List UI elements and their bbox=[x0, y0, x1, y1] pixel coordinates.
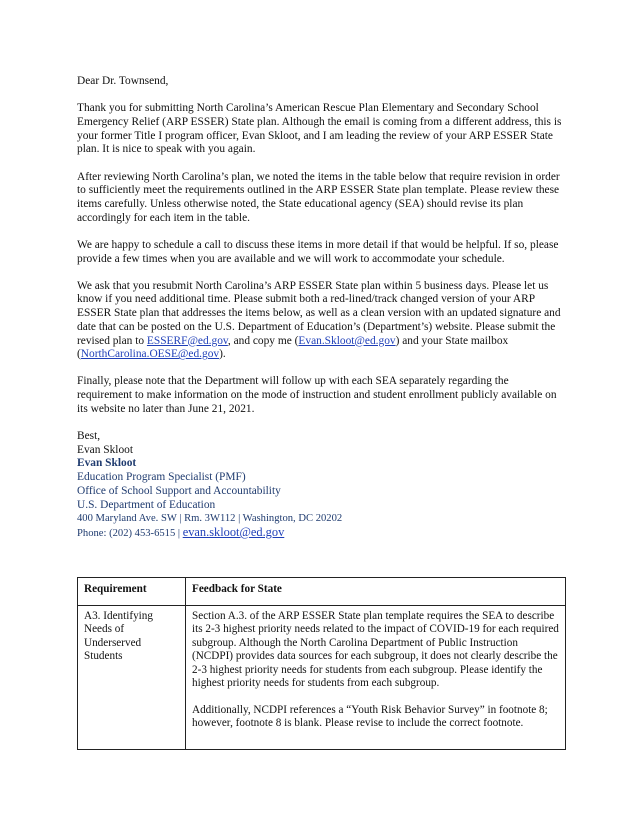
table-row bbox=[78, 606, 566, 750]
signature-title: Education Program Specialist (PMF) bbox=[77, 471, 246, 484]
resubmit-text-4: ). bbox=[219, 348, 226, 361]
signature-name: Evan Skloot bbox=[77, 457, 137, 470]
resubmit-text-2: , and copy me ( bbox=[227, 334, 299, 347]
header-requirement: Requirement bbox=[78, 578, 186, 606]
salutation: Dear Dr. Townsend, bbox=[77, 75, 169, 87]
signature-department: U.S. Department of Education bbox=[77, 498, 216, 511]
signer-name: Evan Skloot bbox=[77, 443, 134, 456]
signature-office: Office of School Support and Accountability bbox=[77, 484, 281, 497]
skloot-email-link[interactable]: Evan.Skloot@ed.gov bbox=[298, 334, 396, 347]
signature-address: 400 Maryland Ave. SW | Rm. 3W112 | Washington, DC 20202 bbox=[77, 513, 343, 525]
paragraph-schedule: We are happy to schedule a call to discuss these items in more detail if that would be helpful. If so, please provide a few times when you are available and we will work to accommodate your schedule. bbox=[77, 238, 559, 265]
state-mailbox-link[interactable]: NorthCarolina.OESE@ed.gov bbox=[80, 348, 220, 361]
esserf-email-link[interactable]: ESSERF@ed.gov bbox=[146, 334, 228, 347]
feedback-cell bbox=[186, 606, 566, 750]
resubmit-text-1: We ask that you resubmit North Carolina’s ARP ESSER State plan within 5 business days. Please let us know if you need additional time. Please submit both a red-lined/track changed version of your ARP ESSER State plan that addresses the items below, as well as a clean version with an updated signature and date that can be posted on the U.S. Department of Education’s (Department’s) website. Please submit the revised plan to bbox=[77, 279, 561, 347]
paragraph-intro: Thank you for submitting North Carolina’s American Rescue Plan Elementary and Secondary School Emergency Relief (ARP ESSER) State plan. Although the email is coming from a different address, this is your former Title I program officer, Evan Skloot, and I am leading the review of your ARP ESSER State plan. It is nice to speak with you again. bbox=[77, 102, 562, 156]
resubmit-text-3: ) and your State mailbox ( bbox=[77, 334, 509, 361]
signature-phone: Phone: (202) 453-6515 | bbox=[77, 527, 181, 539]
signature-email-link[interactable]: evan.skloot@ed.gov bbox=[182, 524, 285, 539]
closing: Best, bbox=[77, 430, 101, 443]
paragraph-followup: Finally, please note that the Department will follow up with each SEA separately regarding the requirement to make information on the mode of instruction and student enrollment publicly available on its website no later than June 21, 2021. bbox=[77, 375, 557, 415]
feedback-paragraph-1: Section A.3. of the ARP ESSER State plan template requires the SEA to describe its 2-3 highest priority needs related to the impact of COVID-19 for each required subgroup. Although the North Carolina Department of Public Instruction (NCDPI) provides data sources for each subgroup, it does not clearly describe the 2-3 highest priority needs for students from each subgroup. Please identify the highest priority needs for students from each subgroup. bbox=[192, 610, 559, 690]
table-header-row bbox=[78, 578, 566, 606]
paragraph-review: After reviewing North Carolina’s plan, we noted the items in the table below that require revision in order to sufficiently meet the requirements outlined in the ARP ESSER State plan template. Please review these items carefully. Unless otherwise noted, the State educational agency (SEA) should revise its plan accordingly for each item in the table. bbox=[77, 170, 560, 224]
letter-body bbox=[77, 75, 565, 541]
signature-contact bbox=[77, 526, 565, 541]
paragraph-resubmit bbox=[77, 280, 565, 362]
requirement-cell: A3. Identifying Needs of Underserved Students bbox=[78, 606, 186, 750]
feedback-table bbox=[77, 577, 566, 750]
feedback-paragraph-2: Additionally, NCDPI references a “Youth Risk Behavior Survey” in footnote 8; however, footnote 8 is blank. Please revise to include the correct footnote. bbox=[192, 703, 548, 730]
header-feedback: Feedback for State bbox=[186, 578, 566, 606]
